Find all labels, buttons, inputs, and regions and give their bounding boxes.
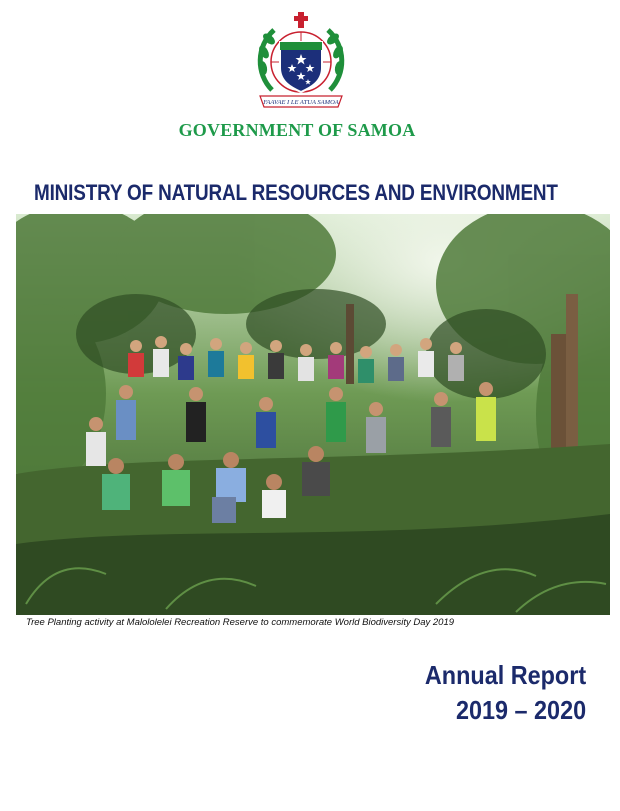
report-title-block — [407, 660, 586, 726]
report-title: Annual Report — [424, 660, 586, 690]
government-heading: GOVERNMENT OF SAMOA — [178, 120, 416, 140]
cover-photo — [16, 214, 610, 615]
coat-of-arms-emblem — [252, 12, 350, 110]
report-years: 2019 – 2020 — [455, 695, 586, 725]
photo-caption: Tree Planting activity at Malololelei Recreation Reserve to commemorate World Biodiversity Day 2019 — [26, 617, 455, 628]
ministry-title: MINISTRY OF NATURAL RESOURCES AND ENVIRONMENT — [34, 180, 558, 205]
svg-text:FAAVAE I LE ATUA SAMOA: FAAVAE I LE ATUA SAMOA — [263, 99, 339, 106]
